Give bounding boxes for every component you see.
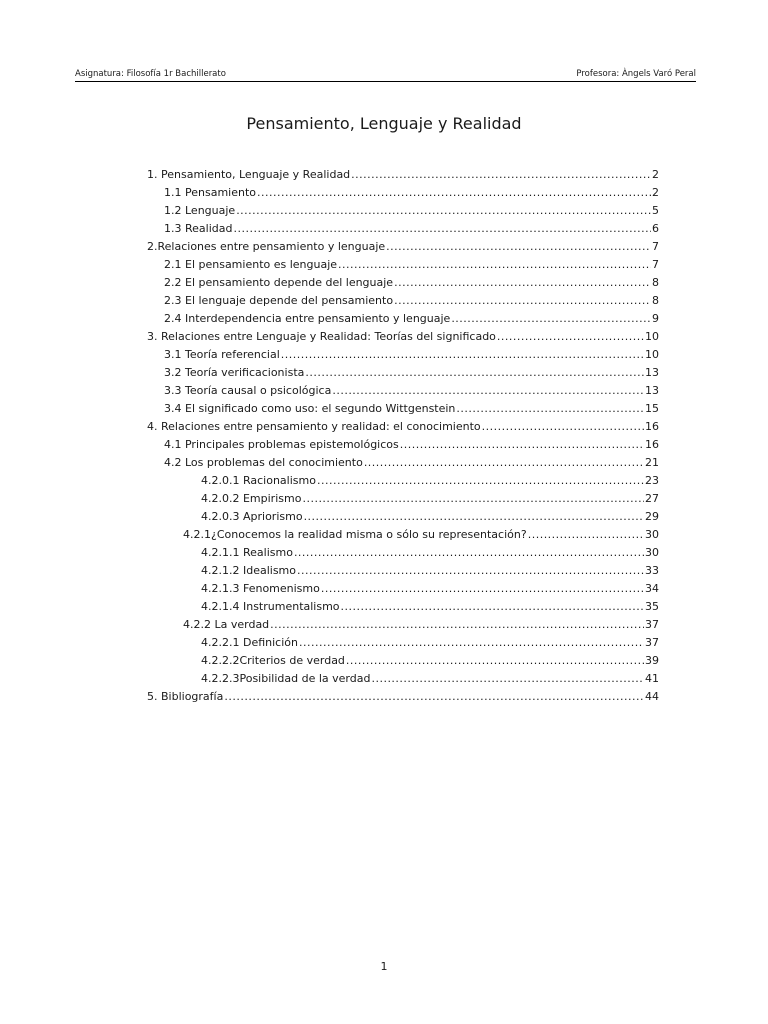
toc-entry-page: 16 xyxy=(645,420,659,433)
toc-entry[interactable] xyxy=(147,688,659,706)
toc-entry-page: 37 xyxy=(645,618,659,631)
toc-entry-page: 7 xyxy=(652,258,659,271)
toc-entry-label: 3.1 Teoría referencial xyxy=(164,348,280,361)
toc-entry[interactable] xyxy=(201,580,659,598)
toc-entry-label: 4.2.1.4 Instrumentalismo xyxy=(201,600,340,613)
toc-entry-label: 2.4 Interdependencia entre pensamiento y lenguaje xyxy=(164,312,451,325)
toc-entry-page: 33 xyxy=(645,564,659,577)
toc-entry-label: 4.2.0.3 Apriorismo xyxy=(201,510,303,523)
toc-dot-leader xyxy=(332,382,644,400)
toc-entry-label: 2.1 El pensamiento es lenguaje xyxy=(164,258,338,271)
toc-dot-leader xyxy=(305,364,644,382)
toc-entry-label: 2.Relaciones entre pensamiento y lenguaje xyxy=(147,240,386,253)
toc-dot-leader xyxy=(236,202,651,220)
toc-dot-leader xyxy=(302,490,644,508)
toc-dot-leader xyxy=(364,454,644,472)
toc-entry-label: 4. Relaciones entre pensamiento y realidad: el conocimiento xyxy=(147,420,481,433)
toc-entry[interactable] xyxy=(147,328,659,346)
toc-entry[interactable] xyxy=(201,544,659,562)
toc-dot-leader xyxy=(270,616,644,634)
toc-dot-leader xyxy=(371,670,644,688)
toc-entry-label: 4.2.1.2 Idealismo xyxy=(201,564,297,577)
toc-entry-label: 3.3 Teoría causal o psicológica xyxy=(164,384,332,397)
toc-entry[interactable] xyxy=(201,670,659,688)
toc-entry-page: 2 xyxy=(652,186,659,199)
toc-entry[interactable] xyxy=(147,238,659,256)
toc-entry-label: 1.3 Realidad xyxy=(164,222,233,235)
toc-entry-page: 7 xyxy=(652,240,659,253)
toc-entry[interactable] xyxy=(147,418,659,436)
toc-entry-page: 30 xyxy=(645,528,659,541)
toc-entry-page: 6 xyxy=(652,222,659,235)
toc-dot-leader xyxy=(299,634,644,652)
toc-entry[interactable] xyxy=(164,364,659,382)
toc-entry-page: 13 xyxy=(645,366,659,379)
toc-entry-page: 5 xyxy=(652,204,659,217)
toc-dot-leader xyxy=(400,436,644,454)
toc-entry-page: 21 xyxy=(645,456,659,469)
toc-entry[interactable] xyxy=(164,400,659,418)
toc-entry-page: 8 xyxy=(652,294,659,307)
document-title: Pensamiento, Lenguaje y Realidad xyxy=(246,114,522,133)
toc-entry-label: 4.2 Los problemas del conocimiento xyxy=(164,456,363,469)
toc-entry[interactable] xyxy=(201,562,659,580)
toc-entry-page: 8 xyxy=(652,276,659,289)
toc-dot-leader xyxy=(338,256,651,274)
toc-entry-label: 5. Bibliografía xyxy=(147,690,224,703)
toc-entry-page: 37 xyxy=(645,636,659,649)
toc-entry[interactable] xyxy=(201,508,659,526)
toc-entry[interactable] xyxy=(164,382,659,400)
toc-dot-leader xyxy=(351,166,651,184)
toc-entry[interactable] xyxy=(164,454,659,472)
toc-entry[interactable] xyxy=(147,166,659,184)
toc-entry-page: 30 xyxy=(645,546,659,559)
toc-entry-page: 15 xyxy=(645,402,659,415)
toc-dot-leader xyxy=(224,688,644,706)
toc-entry-label: 4.2.2 La verdad xyxy=(183,618,270,631)
toc-entry-label: 4.2.1¿Conocemos la realidad misma o sólo su representación? xyxy=(183,528,527,541)
toc-entry-page: 16 xyxy=(645,438,659,451)
toc-entry[interactable] xyxy=(164,202,659,220)
toc-dot-leader xyxy=(482,418,644,436)
toc-entry[interactable] xyxy=(201,490,659,508)
toc-entry[interactable] xyxy=(164,184,659,202)
header-subject: Asignatura: Filosofía 1r Bachillerato xyxy=(75,69,226,79)
toc-entry[interactable] xyxy=(164,310,659,328)
toc-entry-label: 3.2 Teoría verificacionista xyxy=(164,366,305,379)
toc-entry-label: 1. Pensamiento, Lenguaje y Realidad xyxy=(147,168,351,181)
toc-entry-label: 3.4 El significado como uso: el segundo Wittgenstein xyxy=(164,402,456,415)
toc-entry[interactable] xyxy=(164,436,659,454)
toc-entry-label: 4.1 Principales problemas epistemológicos xyxy=(164,438,399,451)
toc-dot-leader xyxy=(257,184,651,202)
toc-entry[interactable] xyxy=(183,526,659,544)
toc-dot-leader xyxy=(304,508,644,526)
page-header xyxy=(75,69,696,82)
toc-entry-page: 44 xyxy=(645,690,659,703)
toc-dot-leader xyxy=(233,220,651,238)
toc-entry-label: 1.1 Pensamiento xyxy=(164,186,256,199)
toc-entry-page: 29 xyxy=(645,510,659,523)
toc-entry[interactable] xyxy=(164,274,659,292)
toc-entry-page: 27 xyxy=(645,492,659,505)
toc-dot-leader xyxy=(294,544,644,562)
header-teacher: Profesora: Àngels Varó Peral xyxy=(576,69,696,79)
toc-entry[interactable] xyxy=(164,346,659,364)
toc-entry-label: 4.2.1.1 Realismo xyxy=(201,546,293,559)
toc-dot-leader xyxy=(386,238,651,256)
toc-entry-page: 41 xyxy=(645,672,659,685)
toc-entry-label: 2.2 El pensamiento depende del lenguaje xyxy=(164,276,394,289)
toc-dot-leader xyxy=(451,310,651,328)
toc-dot-leader xyxy=(394,292,651,310)
toc-entry-page: 34 xyxy=(645,582,659,595)
toc-entry-label: 4.2.2.3Posibilidad de la verdad xyxy=(201,672,371,685)
toc-dot-leader xyxy=(281,346,644,364)
toc-dot-leader xyxy=(317,472,644,490)
toc-entry-label: 1.2 Lenguaje xyxy=(164,204,236,217)
toc-entry-page: 10 xyxy=(645,348,659,361)
toc-dot-leader xyxy=(528,526,644,544)
toc-dot-leader xyxy=(346,652,644,670)
toc-entry[interactable] xyxy=(201,652,659,670)
toc-entry-page: 13 xyxy=(645,384,659,397)
toc-entry[interactable] xyxy=(164,220,659,238)
toc-dot-leader xyxy=(456,400,644,418)
toc-entry-page: 23 xyxy=(645,474,659,487)
toc-entry-page: 39 xyxy=(645,654,659,667)
toc-dot-leader xyxy=(321,580,644,598)
toc-entry-label: 4.2.0.2 Empirismo xyxy=(201,492,302,505)
toc-entry-label: 4.2.1.3 Fenomenismo xyxy=(201,582,320,595)
toc-entry[interactable] xyxy=(201,598,659,616)
toc-entry-page: 35 xyxy=(645,600,659,613)
toc-entry[interactable] xyxy=(201,472,659,490)
toc-entry-label: 4.2.2.2Criterios de verdad xyxy=(201,654,345,667)
toc-dot-leader xyxy=(394,274,651,292)
toc-entry-label: 2.3 El lenguaje depende del pensamiento xyxy=(164,294,394,307)
toc-entry[interactable] xyxy=(164,256,659,274)
toc-dot-leader xyxy=(497,328,644,346)
toc-entry-label: 4.2.2.1 Definición xyxy=(201,636,298,649)
toc-dot-leader xyxy=(341,598,644,616)
page-number: 1 xyxy=(380,960,388,973)
toc-entry[interactable] xyxy=(183,616,659,634)
toc-entry-label: 3. Relaciones entre Lenguaje y Realidad: Teorías del significado xyxy=(147,330,496,343)
toc-entry-page: 9 xyxy=(652,312,659,325)
toc-entry[interactable] xyxy=(164,292,659,310)
toc-dot-leader xyxy=(297,562,644,580)
toc-entry[interactable] xyxy=(201,634,659,652)
toc-entry-page: 2 xyxy=(652,168,659,181)
toc-entry-label: 4.2.0.1 Racionalismo xyxy=(201,474,316,487)
toc-entry-page: 10 xyxy=(645,330,659,343)
